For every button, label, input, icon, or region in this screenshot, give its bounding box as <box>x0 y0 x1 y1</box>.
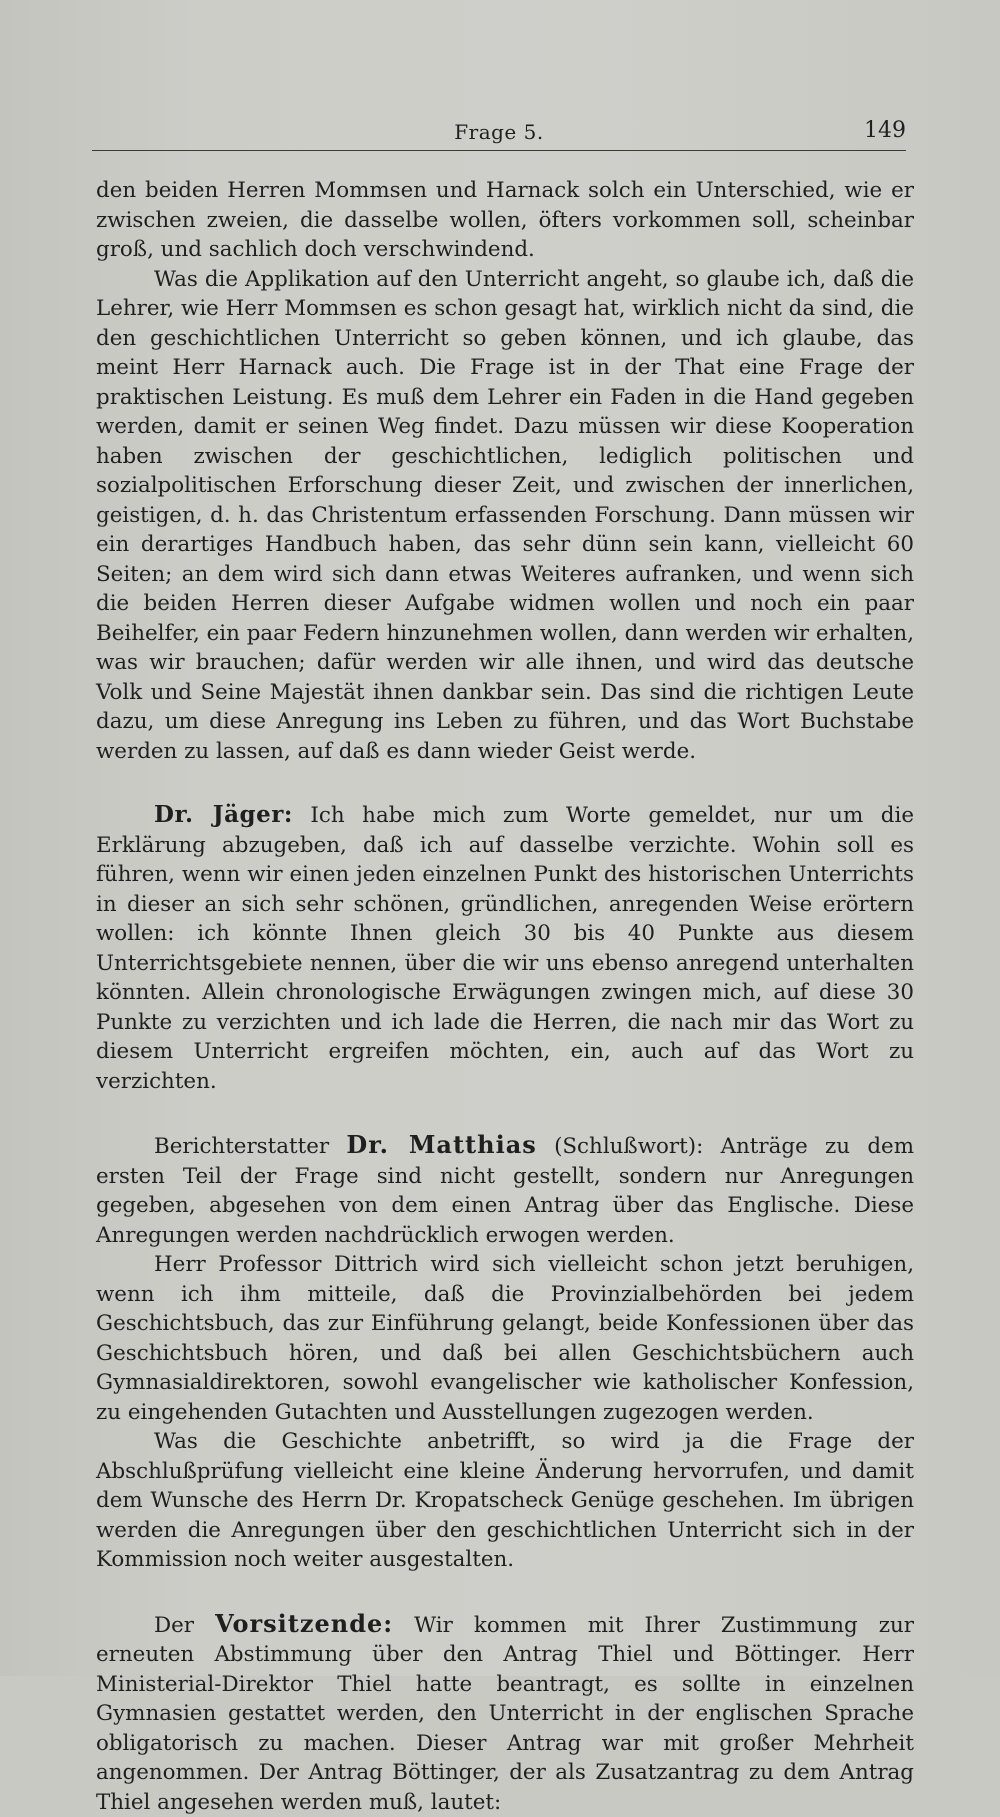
paragraph-2: Was die Applikation auf den Unterricht angeht, so glaube ich, daß die Lehrer, wie Herr Mommsen es schon gesagt hat, wirklich nicht da sind, die den geschichtlichen Unterricht so geben können, und ich glaube, das meint Herr Harnack auch. Die Frage ist in der That eine Frage der praktischen Leistung. Es muß dem Lehrer ein Faden in die Hand gegeben werden, damit er seinen Weg findet. Dazu müssen wir diese Kooperation haben zwischen der geschichtlichen, lediglich politischen und sozialpolitischen Erforschung dieser Zeit, und zwischen der innerlichen, geistigen, d. h. das Christentum erfassenden Forschung. Dann müssen wir ein derartiges Handbuch haben, das sehr dünn sein kann, vielleicht 60 Seiten; an dem wird sich dann etwas Weiteres aufranken, und wenn sich die beiden Herren dieser Aufgabe widmen wollen und noch ein paar Beihelfer, ein paar Federn hinzunehmen wollen, dann werden wir erhalten, was wir brauchen; dafür werden wir alle ihnen, und wird das deutsche Volk und Seine Majestät ihnen dankbar sein. Das sind die richtigen Leute dazu, um diese Anregung ins Leben zu führen, und das Wort Buchstabe werden zu lassen, auf daß es dann wieder Geist werde. <box>96 265 914 767</box>
speaker-name: Dr. Matthias <box>346 1130 536 1159</box>
paragraph-6: Was die Geschichte anbetrifft, so wird ja die Frage der Abschlußprüfung vielleicht eine kleine Änderung hervorrufen, und damit dem Wunsche des Herrn Dr. Kropatscheck Genüge geschehen. Im übrigen werden die Anregungen über den geschichtlichen Unterricht sich in der Kommission noch weiter ausgestalten. <box>96 1427 914 1575</box>
speaker-name: Dr. Jäger: <box>154 801 293 828</box>
paragraph-5: Herr Professor Dittrich wird sich vielleicht schon jetzt beruhigen, wenn ich ihm mitteile, daß die Provinzialbehörden bei jedem Geschichtsbuch, das zur Einführung gelangt, beide Konfessionen über das Geschichtsbuch hören, und daß bei allen Geschichtsbüchern auch Gymnasialdirektoren, sowohl evangelischer wie katholischer Konfession, zu eingehenden Gutachten und Ausstellungen zugezogen werden. <box>96 1250 914 1427</box>
paragraph-jaeger <box>96 800 914 1096</box>
speaker-name: Vorsitzende: <box>215 1609 393 1638</box>
speech-text: (Schlußwort): Anträge zu dem ersten Teil der Frage sind nicht gestellt, sondern nur Anregungen gegeben, abgesehen von dem einen Antrag über das Englische. Diese Anregungen werden nachdrücklich erwogen werden. <box>96 1134 914 1248</box>
page-header <box>92 116 906 151</box>
running-head: Frage 5. <box>92 120 906 144</box>
paragraph-vorsitzende <box>96 1609 914 1817</box>
page-body <box>96 176 914 1817</box>
page-number: 149 <box>864 118 906 143</box>
paragraph-matthias <box>96 1130 914 1250</box>
paragraph-1: den beiden Herren Mommsen und Harnack solch ein Unterschied, wie er zwischen zweien, die dasselbe wollen, öfters vorkommen soll, scheinbar groß, und sachlich doch verschwindend. <box>96 176 914 265</box>
speech-text: Wir kommen mit Ihrer Zustimmung zur erneuten Abstimmung über den Antrag Thiel und Böttinger. Herr Ministerial-Direktor Thiel hatte beantragt, es sollte in einzelnen Gymnasien gestattet werden, den Unterricht in der englischen Sprache obligatorisch zu machen. Dieser Antrag war mit großer Mehrheit angenommen. Der Antrag Böttinger, der als Zusatzantrag zu dem Antrag Thiel angesehen werden muß, lautet: <box>96 1613 914 1815</box>
speaker-role: Berichterstatter <box>154 1134 329 1159</box>
speaker-role: Der <box>154 1613 194 1638</box>
speech-text: Ich habe mich zum Worte gemeldet, nur um die Erklärung abzugeben, daß ich auf dasselbe verzichte. Wohin soll es führen, wenn wir einen jeden einzelnen Punkt des historischen Unterrichts in dieser an sich sehr schönen, gründlichen, anregenden Weise erörtern wollen: ich könnte Ihnen gleich 30 bis 40 Punkte aus diesem Unterrichtsgebiete nennen, über die wir uns ebenso anregend unterhalten könnten. Allein chronologische Erwägungen zwingen mich, auf diese 30 Punkte zu verzichten und ich lade die Herren, die nach mir das Wort zu diesem Unterricht ergreifen möchten, ein, auch auf das Wort zu verzichten. <box>96 803 914 1094</box>
